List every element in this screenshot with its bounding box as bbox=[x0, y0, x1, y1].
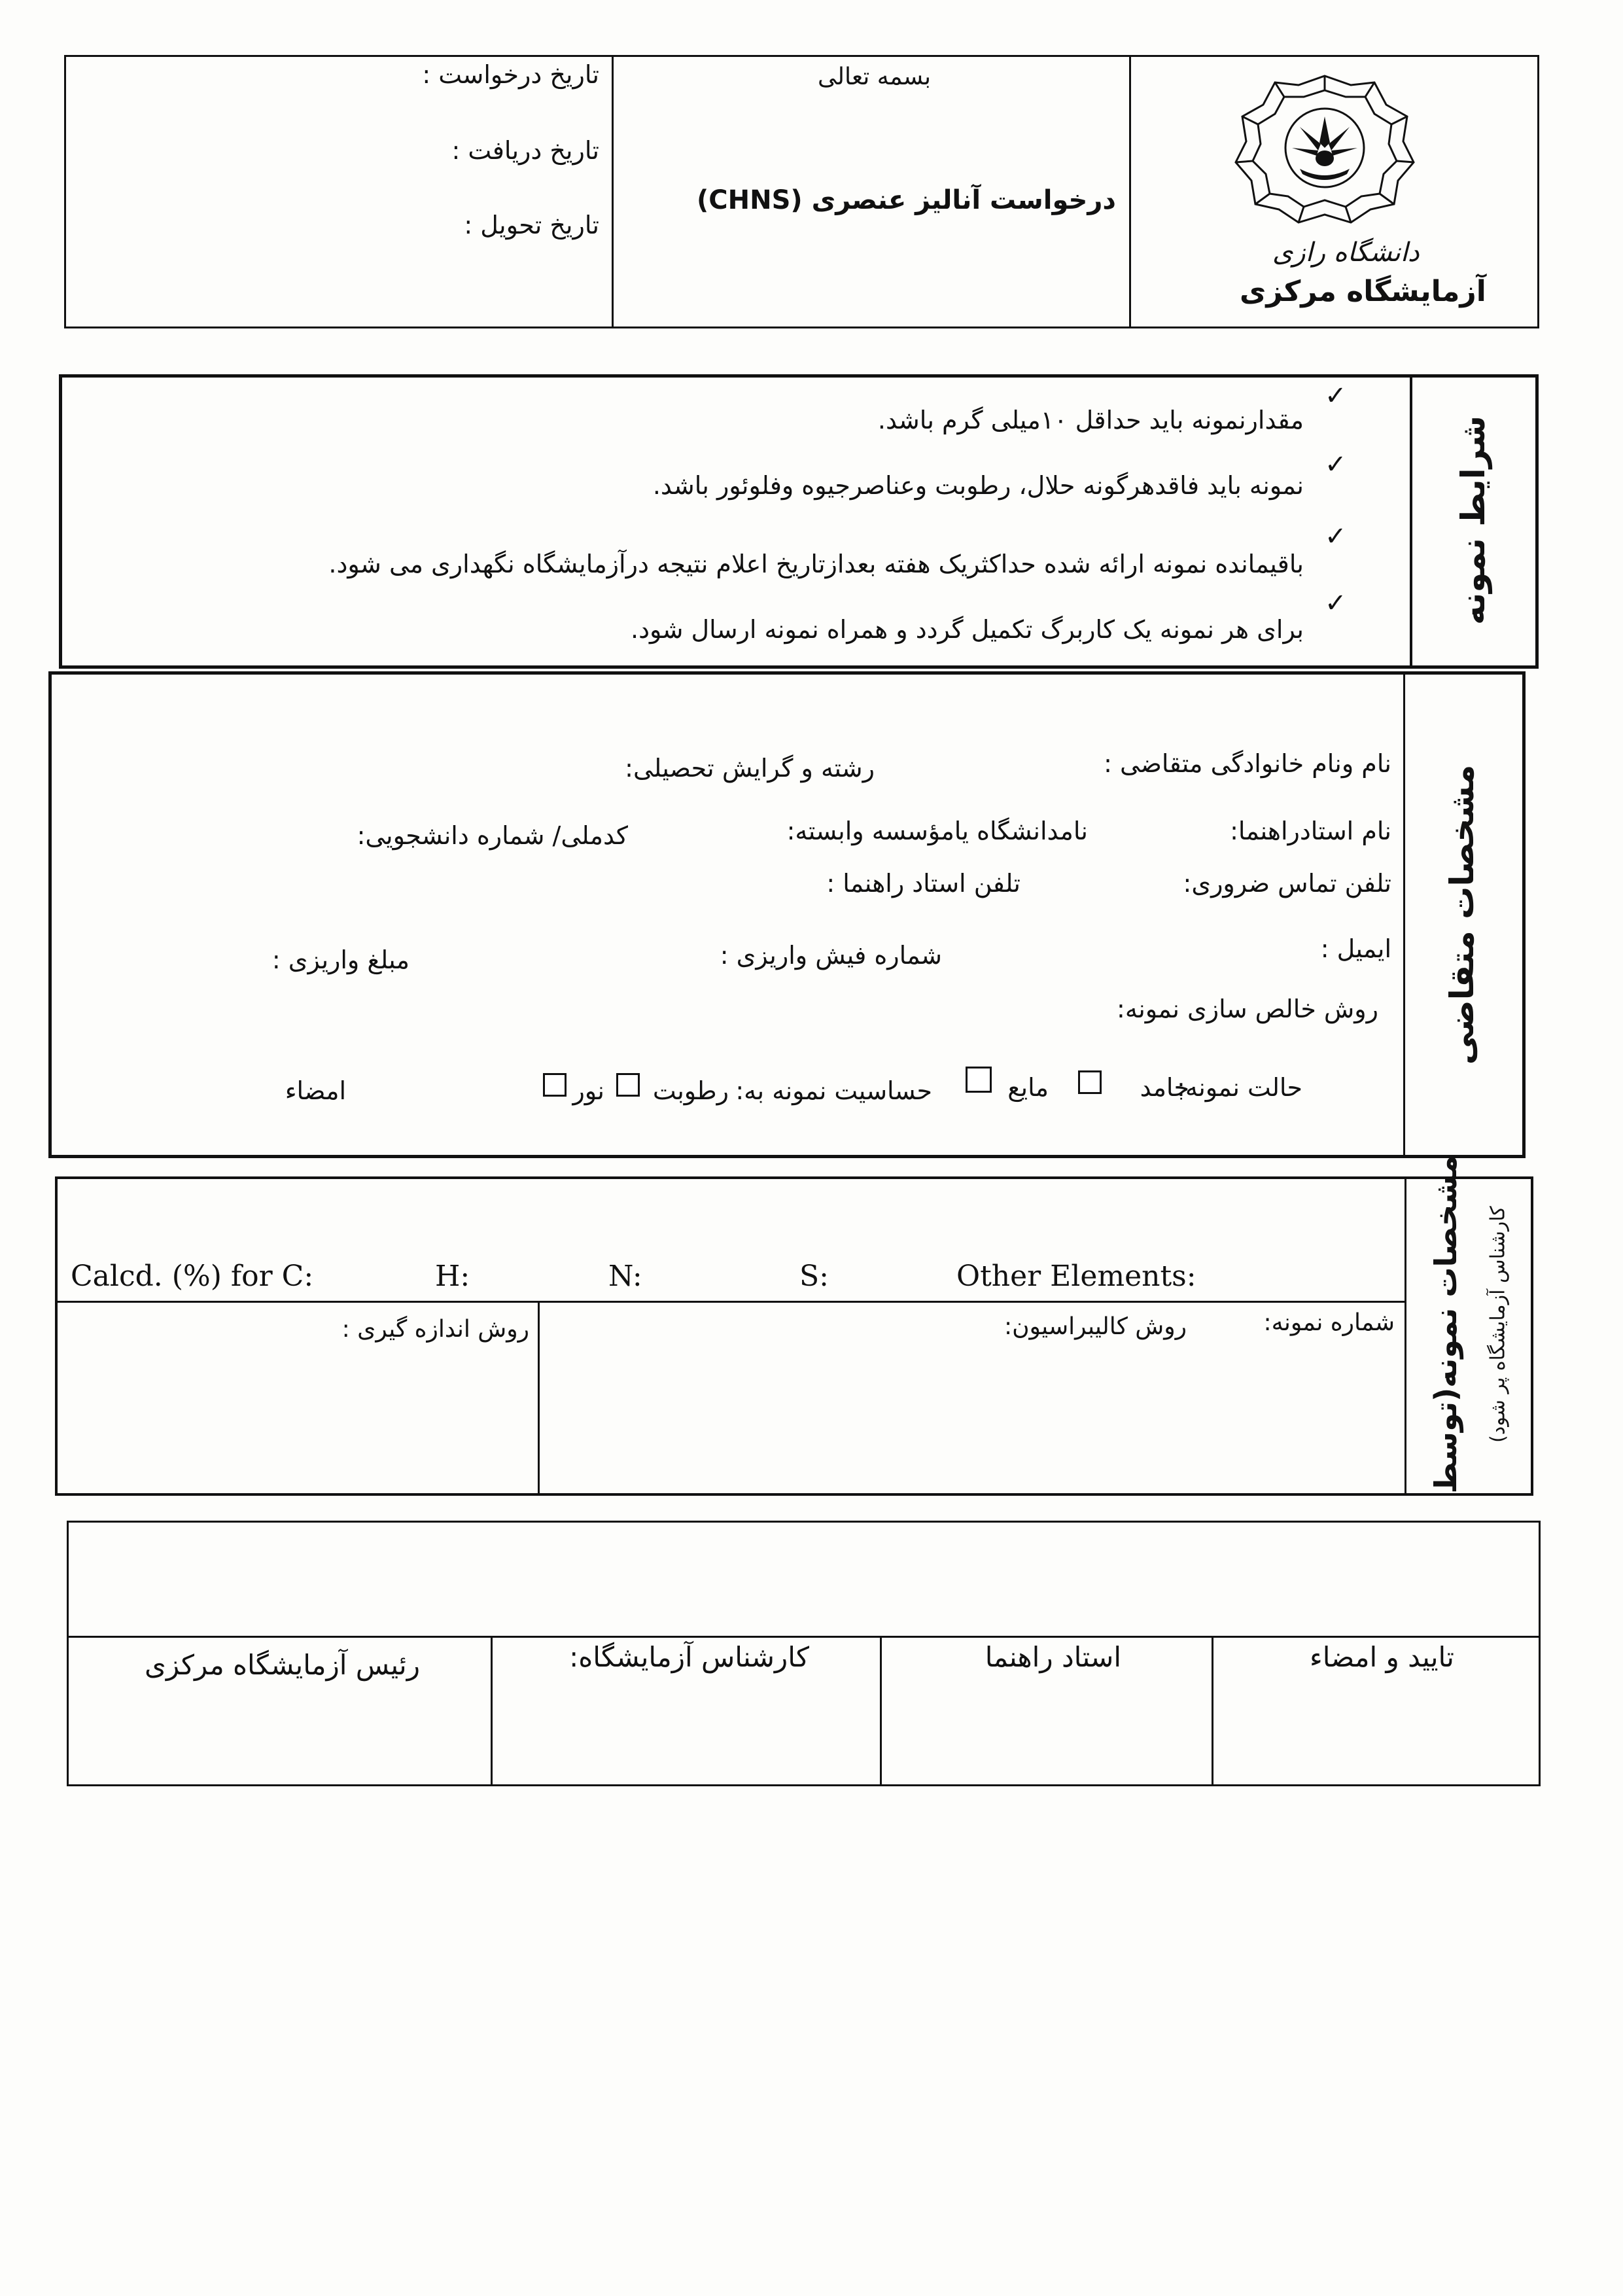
check-icon: ✓ bbox=[1325, 588, 1347, 618]
approvals-col-1 bbox=[491, 1636, 493, 1786]
purification-method-field[interactable]: روش خالص سازی نمونه: bbox=[1117, 995, 1378, 1023]
id-number-field[interactable]: کدملی/ شماره دانشجویی: bbox=[357, 821, 628, 850]
bismillah: بسمه تعالی bbox=[818, 63, 932, 90]
condition-item: مقدارنمونه باید حداقل ۱۰میلی گرم باشد. bbox=[877, 406, 1304, 434]
conditions-title: شرایط نمونه bbox=[1454, 415, 1492, 625]
delivery-date-field[interactable]: تاریخ تحویل : bbox=[464, 211, 599, 239]
amount-paid-field[interactable]: مبلغ واریزی : bbox=[271, 945, 410, 974]
sample-specs-row-line bbox=[55, 1301, 1405, 1303]
header-divider-1 bbox=[612, 55, 614, 328]
applicant-name-field[interactable]: نام ونام خانوادگی متقاضی : bbox=[1104, 749, 1391, 778]
approvals-row-line bbox=[67, 1636, 1541, 1638]
applicant-title: مشخصات متقاضی bbox=[1443, 764, 1481, 1065]
supervisor-phone-field[interactable]: تلفن استاد راهنما : bbox=[826, 869, 1021, 898]
approvals-col-2 bbox=[880, 1636, 882, 1786]
hydrogen-field[interactable]: H: bbox=[435, 1260, 470, 1293]
check-icon: ✓ bbox=[1325, 450, 1347, 480]
conditions-divider bbox=[1410, 374, 1412, 669]
email-field[interactable]: ایمیل : bbox=[1320, 934, 1391, 963]
university-logo bbox=[1227, 71, 1423, 228]
university-name: دانشگاه رازی bbox=[1272, 238, 1420, 268]
calibration-method-field[interactable]: روش کالیبراسیون: bbox=[1003, 1313, 1187, 1340]
supervisor-name-field[interactable]: نام استادراهنما: bbox=[1230, 817, 1391, 845]
sens-humidity-label: رطوبت bbox=[652, 1076, 729, 1105]
sens-light-checkbox[interactable] bbox=[543, 1073, 567, 1097]
applicant-divider bbox=[1403, 671, 1405, 1158]
sensitivity-label: حساسیت نمونه به: bbox=[735, 1076, 932, 1105]
approve-sign-label: تایید و امضاء bbox=[1309, 1641, 1454, 1673]
field-of-study-field[interactable]: رشته و گرایش تحصیلی: bbox=[625, 754, 875, 783]
lab-expert-sign-label: کارشناس آزمایشگاه: bbox=[569, 1641, 809, 1673]
sulfur-field[interactable]: S: bbox=[799, 1260, 829, 1293]
measurement-method-field[interactable]: روش اندازه گیری : bbox=[341, 1316, 529, 1343]
state-liquid-label: مایع bbox=[1007, 1073, 1049, 1102]
state-solid-label: جامد bbox=[1140, 1073, 1189, 1102]
head-sign-label: رئیس آزمایشگاه مرکزی bbox=[144, 1649, 420, 1681]
check-icon: ✓ bbox=[1325, 521, 1347, 552]
receipt-number-field[interactable]: شماره فیش واریزی : bbox=[720, 941, 942, 970]
sample-specs-title: مشخصات نمونه(توسط bbox=[1428, 1155, 1463, 1494]
condition-item: باقیمانده نمونه ارائه شده حداکثریک هفته بعدازتاریخ اعلام نتیجه درآزمایشگاه نگهداری می شود. bbox=[328, 550, 1304, 578]
state-liquid-checkbox[interactable] bbox=[966, 1067, 992, 1093]
request-date-field[interactable]: تاریخ درخواست : bbox=[422, 60, 599, 89]
sens-light-label: نور bbox=[572, 1076, 604, 1105]
receipt-date-field[interactable]: تاریخ دریافت : bbox=[451, 136, 599, 165]
sample-state-label: حالت نمونه: bbox=[1177, 1073, 1302, 1102]
emergency-phone-field[interactable]: تلفن تماس ضروری: bbox=[1183, 869, 1391, 898]
signature-label: امضاء bbox=[285, 1076, 346, 1105]
lab-name: آزمایشگاه مرکزی bbox=[1240, 275, 1486, 308]
other-elements-field[interactable]: Other Elements: bbox=[956, 1260, 1196, 1293]
form-title: درخواست آنالیز عنصری (CHNS) bbox=[697, 185, 1116, 215]
university-field[interactable]: نامدانشگاه یامؤسسه وابسته: bbox=[786, 817, 1088, 845]
sample-specs-subtitle: کارشناس آزمایشگاه پر شود) bbox=[1486, 1206, 1510, 1443]
supervisor-sign-label: استاد راهنما bbox=[985, 1641, 1121, 1673]
condition-item: برای هر نمونه یک کاربرگ تکمیل گردد و همراه نمونه ارسال شود. bbox=[630, 615, 1304, 644]
check-icon: ✓ bbox=[1325, 381, 1347, 411]
sample-number-field[interactable]: شماره نمونه: bbox=[1263, 1309, 1395, 1336]
sample-specs-col-line bbox=[538, 1301, 540, 1496]
header-divider-2 bbox=[1129, 55, 1131, 328]
calcd-carbon-field[interactable]: Calcd. (%) for C: bbox=[71, 1260, 314, 1293]
sample-specs-divider bbox=[1405, 1176, 1406, 1496]
sens-humidity-checkbox[interactable] bbox=[616, 1073, 640, 1097]
state-solid-checkbox[interactable] bbox=[1078, 1070, 1102, 1094]
nitrogen-field[interactable]: N: bbox=[608, 1260, 642, 1293]
condition-item: نمونه باید فاقدهرگونه حلال، رطوبت وعناصرجیوه وفلوئور باشد. bbox=[652, 471, 1304, 500]
approvals-col-3 bbox=[1212, 1636, 1213, 1786]
